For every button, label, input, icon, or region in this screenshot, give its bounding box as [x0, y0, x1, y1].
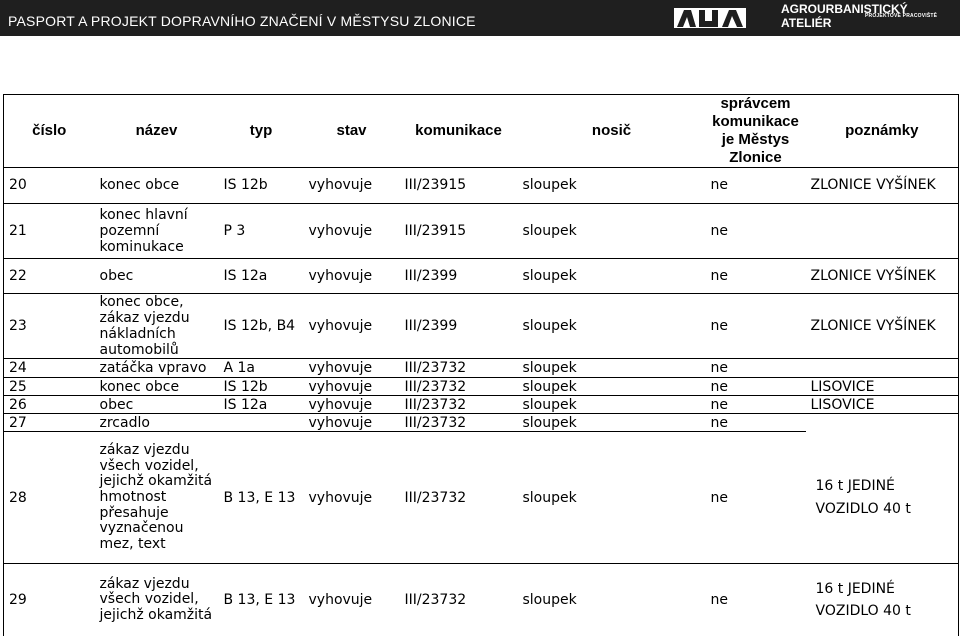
cell-cislo: 29: [4, 564, 95, 636]
cell-komunikace: III/2399: [400, 294, 518, 359]
col-header-nazev: název: [95, 95, 219, 168]
cell-nazev: zákaz vjezdu všech vozidel, jejichž okamžitá: [99, 575, 213, 623]
cell-spravcem: ne: [706, 378, 806, 396]
cell-cislo: 24: [4, 359, 95, 378]
cell-poznamky: 16 t JEDINÉ VOZIDLO 40 t: [806, 432, 959, 564]
table-row: [4, 432, 959, 564]
cell-typ: B 13, E 13: [223, 592, 296, 609]
cell-cislo: 28: [4, 432, 95, 564]
cell-komunikace: III/23732: [400, 396, 518, 414]
cell-nazev: konec hlavní pozemní kominukace: [95, 204, 219, 259]
cell-komunikace: III/23732: [400, 378, 518, 396]
table-row: [4, 378, 959, 396]
cell-stav: vyhovuje: [304, 168, 400, 204]
cell-poznamky: ZLONICE VYŠÍNEK: [806, 168, 959, 204]
cell-stav: vyhovuje: [304, 414, 400, 432]
cell-poznamky: [806, 359, 959, 378]
cell-poznamky: ZLONICE VYŠÍNEK: [806, 259, 959, 294]
cell-nosic: sloupek: [518, 259, 706, 294]
table-row: [4, 204, 959, 259]
cell-spravcem: ne: [706, 414, 806, 432]
cell-stav: vyhovuje: [304, 204, 400, 259]
cell-cislo: 26: [4, 396, 95, 414]
col-header-komunikace: komunikace: [400, 95, 518, 168]
table-row: [4, 359, 959, 378]
cell-cislo: 22: [4, 259, 95, 294]
cell-spravcem: ne: [706, 359, 806, 378]
cell-typ: P 3: [219, 204, 304, 259]
col-header-stav: stav: [304, 95, 400, 168]
col-header-spravcem: správcem komunikace je Městys Zlonice: [706, 95, 806, 168]
cell-nazev: obec: [95, 259, 219, 294]
cell-typ: IS 12a: [219, 396, 304, 414]
cell-stav: vyhovuje: [304, 378, 400, 396]
cell-poznamky: [806, 414, 959, 432]
cell-nosic: sloupek: [518, 204, 706, 259]
table-row: [4, 259, 959, 294]
cell-nazev: zatáčka vpravo: [95, 359, 219, 378]
cell-typ: IS 12a: [219, 259, 304, 294]
cell-nazev: konec obce: [95, 168, 219, 204]
cell-spravcem: ne: [706, 432, 806, 564]
cell-spravcem: ne: [706, 168, 806, 204]
cell-komunikace: III/23732: [400, 432, 518, 564]
table-row: [4, 564, 959, 636]
table-row: [4, 168, 959, 204]
cell-poznamky: LISOVICE: [806, 378, 959, 396]
cell-spravcem: ne: [706, 294, 806, 359]
cell-poznamky: 16 t JEDINÉ VOZIDLO 40 t: [806, 564, 959, 636]
table-header-row: [4, 95, 959, 168]
cell-komunikace: III/23732: [400, 414, 518, 432]
cell-komunikace: III/23915: [400, 168, 518, 204]
cell-komunikace: III/23732: [400, 359, 518, 378]
cell-poznamky: [806, 204, 959, 259]
cell-spravcem: ne: [706, 396, 806, 414]
cell-poznamky: LISOVICE: [806, 396, 959, 414]
cell-nosic: sloupek: [518, 432, 706, 564]
cell-nazev: zrcadlo: [95, 414, 219, 432]
cell-stav: vyhovuje: [304, 396, 400, 414]
cell-typ: IS 12b, B4: [219, 294, 304, 359]
cell-nosic: sloupek: [518, 168, 706, 204]
brand-name: AGROURBANISTICKÝ ATELIÉR: [781, 2, 908, 30]
table-row: [4, 294, 959, 359]
cell-nosic: sloupek: [518, 378, 706, 396]
traffic-sign-table: [3, 94, 959, 636]
document-title: PASPORT A PROJEKT DOPRAVNÍHO ZNAČENÍ V MĚSTYSU ZLONICE: [8, 13, 476, 29]
col-header-poznamky: poznámky: [806, 95, 959, 168]
cell-typ: IS 12b: [219, 378, 304, 396]
cell-stav: vyhovuje: [304, 259, 400, 294]
cell-spravcem: ne: [706, 204, 806, 259]
cell-stav: vyhovuje: [304, 294, 400, 359]
cell-nazev: konec obce: [95, 378, 219, 396]
cell-stav: vyhovuje: [308, 592, 373, 609]
cell-nazev: konec obce, zákaz vjezdu nákladních automobilů: [95, 294, 219, 359]
cell-spravcem: ne: [706, 259, 806, 294]
cell-nosic: sloupek: [522, 592, 577, 609]
cell-komunikace: III/23732: [404, 592, 467, 609]
cell-cislo: 27: [4, 414, 95, 432]
cell-komunikace: III/2399: [400, 259, 518, 294]
cell-poznamky: ZLONICE VYŠÍNEK: [806, 294, 959, 359]
cell-stav: vyhovuje: [304, 432, 400, 564]
aua-logo: [674, 4, 746, 30]
cell-typ: IS 12b: [219, 168, 304, 204]
col-header-nosic: nosič: [518, 95, 706, 168]
cell-stav: vyhovuje: [304, 359, 400, 378]
cell-nosic: sloupek: [518, 396, 706, 414]
cell-typ: [219, 414, 304, 432]
cell-typ: B 13, E 13: [219, 432, 304, 564]
cell-spravcem: ne: [710, 592, 728, 609]
page-header: [0, 0, 960, 36]
cell-nazev: zákaz vjezdu všech vozidel, jejichž okamžitá hmotnost přesahuje vyznačenou mez, text: [95, 432, 219, 564]
brand-subtitle: PROJEKTOVÉ PRACOVIŠTĚ: [865, 13, 938, 19]
cell-nosic: sloupek: [518, 359, 706, 378]
cell-nazev: obec: [95, 396, 219, 414]
table-row: [4, 414, 959, 432]
col-header-typ: typ: [219, 95, 304, 168]
cell-cislo: 20: [4, 168, 95, 204]
col-header-cislo: číslo: [4, 95, 95, 168]
cell-cislo: 21: [4, 204, 95, 259]
cell-typ: A 1a: [219, 359, 304, 378]
cell-nosic: sloupek: [518, 294, 706, 359]
cell-nosic: sloupek: [518, 414, 706, 432]
cell-komunikace: III/23915: [400, 204, 518, 259]
cell-cislo: 25: [4, 378, 95, 396]
table-row: [4, 396, 959, 414]
cell-cislo: 23: [4, 294, 95, 359]
